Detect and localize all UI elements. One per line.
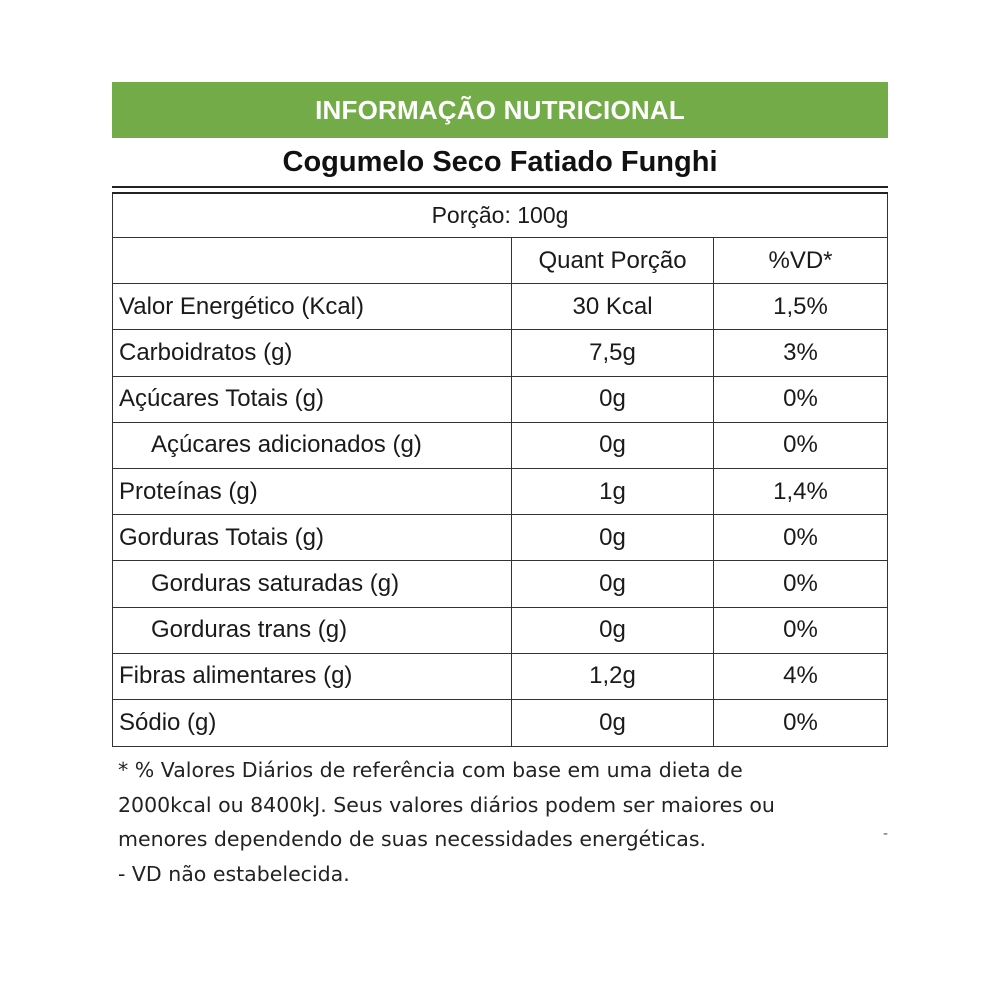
table-row: [113, 330, 887, 376]
nutrient-name: Fibras alimentares (g): [113, 654, 512, 699]
table-row: [113, 654, 887, 700]
nutrient-daily-value: 1,5%: [773, 292, 828, 320]
footnote-line: menores dependendo de suas necessidades energéticas.: [118, 827, 707, 852]
nutrient-name: Açúcares adicionados (g): [113, 423, 512, 468]
table-row: [113, 515, 887, 561]
nutrient-quantity: 0g: [512, 561, 714, 606]
table-row: [113, 608, 887, 654]
nutrient-name: Valor Energético (Kcal): [113, 284, 512, 329]
footnote: [112, 747, 888, 891]
table-row: [113, 700, 887, 746]
nutrient-daily-value: 0%: [783, 569, 818, 597]
nutrient-daily-value: 4%: [783, 662, 818, 690]
table-header-row: [113, 238, 887, 284]
nutrition-table: [112, 194, 888, 747]
nutrient-quantity: 0g: [512, 700, 714, 746]
nutrient-daily-value: 0%: [783, 385, 818, 413]
nutrient-quantity: 0g: [512, 515, 714, 560]
footnote-line: * % Valores Diários de referência com base em uma dieta de: [118, 758, 743, 783]
nutrient-quantity: 7,5g: [512, 330, 714, 375]
nutrient-daily-value: 0%: [783, 523, 818, 551]
nutrient-quantity: 0g: [512, 608, 714, 653]
table-row: [113, 423, 887, 469]
nutrient-name: Gorduras Totais (g): [113, 515, 512, 560]
nutrient-name: Açúcares Totais (g): [113, 377, 512, 422]
nutrient-quantity: 30 Kcal: [512, 284, 714, 329]
nutrient-quantity: 1g: [512, 469, 714, 514]
table-row: [113, 377, 887, 423]
nutrient-daily-value: 0%: [783, 616, 818, 644]
nutrient-name: Sódio (g): [113, 700, 512, 746]
nutrient-quantity: 1,2g: [512, 654, 714, 699]
nutrient-daily-value: 0%: [783, 431, 818, 459]
double-divider: [112, 186, 888, 194]
nutrient-name: Proteínas (g): [113, 469, 512, 514]
nutrition-label: [112, 82, 888, 891]
footnote-line: - VD não estabelecida.: [118, 861, 350, 886]
label-header: INFORMAÇÃO NUTRICIONAL: [112, 82, 888, 138]
nutrient-name: Carboidratos (g): [113, 330, 512, 375]
nutrient-daily-value: 1,4%: [773, 477, 828, 505]
nutrient-daily-value: 0%: [783, 708, 818, 736]
nutrient-name: Gorduras saturadas (g): [113, 561, 512, 606]
nutrient-name: Gorduras trans (g): [113, 608, 512, 653]
column-header-daily-value: %VD*: [768, 246, 833, 274]
table-row: [113, 284, 887, 330]
nutrient-quantity: 0g: [512, 423, 714, 468]
product-name: Cogumelo Seco Fatiado Funghi: [282, 145, 718, 178]
table-row: [113, 469, 887, 515]
column-header-name: [113, 238, 512, 283]
nutrient-daily-value: 3%: [783, 338, 818, 366]
footnote-line: 2000kcal ou 8400kJ. Seus valores diários podem ser maiores ou: [118, 792, 775, 817]
nutrient-quantity: 0g: [512, 377, 714, 422]
portion-size: Porção: 100g: [113, 194, 887, 238]
table-row: [113, 561, 887, 607]
stray-mark: -: [882, 826, 888, 843]
column-header-quantity: Quant Porção: [512, 238, 714, 283]
